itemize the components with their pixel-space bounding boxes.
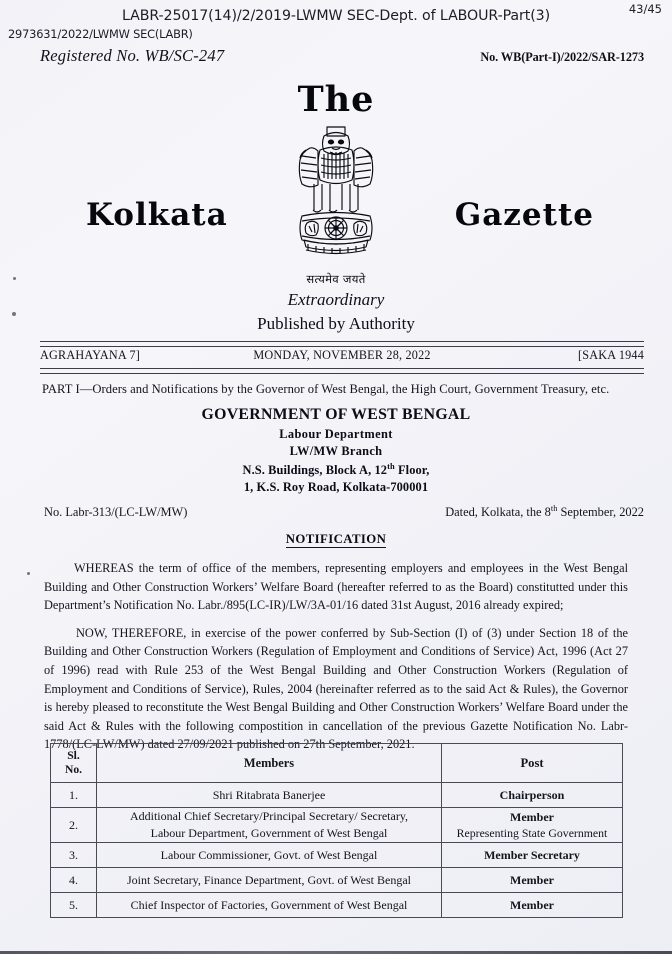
notification-number: No. Labr-313/(LC-LW/MW): [44, 505, 188, 520]
address-line-2: 1, K.S. Roy Road, Kolkata-700001: [243, 480, 429, 495]
lion-capital-of-ashoka-emblem: [280, 120, 392, 270]
cell-post: Chairperson: [442, 783, 623, 808]
cell-sl-no: 1.: [51, 783, 97, 808]
notification-title: NOTIFICATION: [285, 532, 387, 546]
government-name: GOVERNMENT OF WEST BENGAL: [201, 406, 471, 423]
masthead-the: The: [297, 79, 375, 120]
government-heading: [0, 406, 672, 495]
masthead-kolkata: Kolkata: [86, 197, 228, 233]
notification-date: Dated, Kolkata, the 8th September, 2022: [445, 503, 644, 520]
part-line: PART I—Orders and Notifications by the Governor of West Bengal, the High Court, Government Treasury, etc.: [42, 382, 610, 396]
paragraph-whereas: WHEREAS the term of office of the members, representing employers and employees in the West Bengal Building and Other Construction Workers’ Welfare Board (hereafter referred to as the Board) constitutted under this Department’s Notification No. Labr./895(LC-IR)/LW/3A-01/16 dated 31st August, 2016 already expired;: [44, 561, 628, 613]
gazette-serial-number: No. WB(Part-I)/2022/SAR-1273: [480, 50, 644, 64]
masthead-gazette: Gazette: [454, 197, 594, 233]
cell-member: Shri Ritabrata Banerjee: [97, 783, 442, 808]
cell-sl-no: 4.: [51, 868, 97, 893]
column-header-members: Members: [97, 744, 442, 783]
divider-rule-top: [40, 341, 644, 347]
notification-body: [44, 559, 628, 763]
cell-member: Labour Commissioner, Govt. of West Bengal: [97, 843, 442, 868]
cell-post: Member Representing State Government: [442, 808, 623, 843]
members-table: [50, 743, 623, 918]
table-header-row: [51, 744, 623, 783]
paragraph-now-therefore: NOW, THEREFORE, in exercise of the power conferred by Sub-Section (I) of (3) under Section 18 of the Building and Other Construction Workers (Regulation of Employment and Conditions of Service) Act, 1996 (Act 27 of 1996) read with Rule 253 of the West Bengal Building and Other Construction Workers (Regulation of Employment and Conditions of Service), Rules, 2004 (hereinafter referred as to the said Act & Rules), the Governor is hereby pleased to reconstitute the West Bengal Building and Other Construction Workers’ Welfare Board under the said Act & Rules with the following compostition in cancellation of the previous Gazette Notification No. Labr-1778/(LC-LW/MW) dated 27/09/2021 published on 27th September, 2021.: [44, 625, 628, 752]
masthead: [0, 79, 672, 334]
receipt-number-stamp: 2973631/2022/LWMW SEC(LABR): [8, 27, 193, 41]
date-bar-center: MONDAY, NOVEMBER 28, 2022: [253, 348, 431, 362]
cell-member: Joint Secretary, Finance Department, Govt. of West Bengal: [97, 868, 442, 893]
page-number-stamp: 43/45: [628, 2, 662, 16]
registered-number: Registered No. WB/SC-247: [40, 46, 225, 65]
column-header-sl-no: Sl. No.: [51, 744, 97, 783]
scan-speck: [27, 572, 30, 575]
table-row: [51, 808, 623, 843]
members-table-wrapper: [50, 743, 623, 918]
registered-number-row: [40, 46, 644, 66]
table-row: [51, 843, 623, 868]
notification-meta-row: [44, 503, 644, 520]
digital-stamp-header: [0, 0, 672, 44]
masthead-extraordinary: Extraordinary: [287, 290, 385, 309]
column-header-post: Post: [442, 744, 623, 783]
department-name: Labour Department: [279, 427, 393, 441]
table-row: [51, 893, 623, 918]
divider-rule-bottom: [40, 368, 644, 374]
masthead-published-by-authority: Published by Authority: [257, 314, 415, 333]
cell-post: Member: [442, 893, 623, 918]
cell-sl-no: 2.: [51, 808, 97, 843]
scan-speck: [12, 312, 16, 316]
cell-member: Chief Inspector of Factories, Government of West Bengal: [97, 893, 442, 918]
scan-speck: [13, 277, 16, 280]
address-line-1: N.S. Buildings, Block A, 12th Floor,: [242, 461, 430, 478]
branch-name: LW/MW Branch: [289, 444, 383, 458]
cell-sl-no: 3.: [51, 843, 97, 868]
cell-post: Member Secretary: [442, 843, 623, 868]
file-reference-stamp: LABR-25017(14)/2/2019-LWMW SEC-Dept. of LABOUR-Part(3): [121, 8, 551, 24]
table-row: [51, 783, 623, 808]
date-bar-right: [SAKA 1944: [578, 348, 644, 362]
table-row: [51, 868, 623, 893]
cell-member: Additional Chief Secretary/Principal Secretary/ Secretary, Labour Department, Government of West Bengal: [97, 808, 442, 843]
satyameva-jayate-motto: सत्यमेव जयते: [306, 272, 366, 286]
cell-sl-no: 5.: [51, 893, 97, 918]
cell-post: Member: [442, 868, 623, 893]
date-bar-left: AGRAHAYANA 7]: [40, 348, 140, 362]
date-bar: [40, 348, 644, 363]
